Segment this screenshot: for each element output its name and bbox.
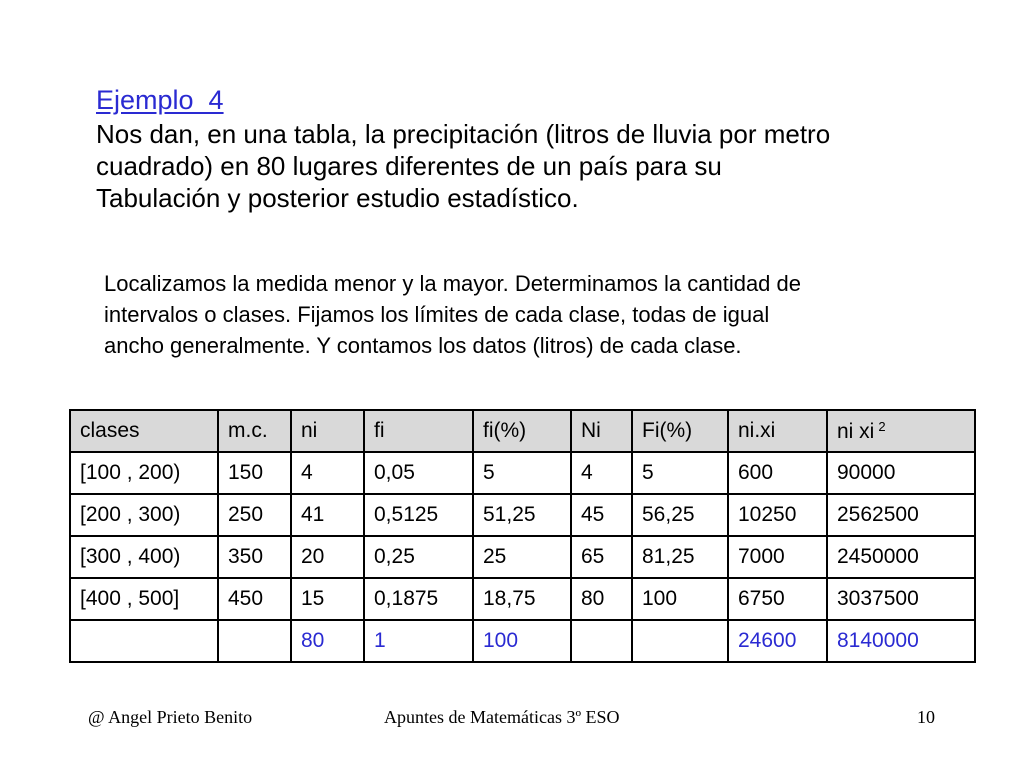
totals-cell: 24600	[728, 620, 827, 662]
header-fi-percent: fi(%)	[473, 410, 571, 452]
example-title: Ejemplo 4	[96, 85, 224, 115]
table-cell: 0,05	[364, 452, 473, 494]
totals-cell	[632, 620, 728, 662]
intro-line: Tabulación y posterior estudio estadístico.	[96, 183, 579, 213]
table-cell: 4	[571, 452, 632, 494]
table-cell: 5	[632, 452, 728, 494]
table-cell: 18,75	[473, 578, 571, 620]
table-header-row	[70, 410, 975, 452]
intro-line: Nos dan, en una tabla, la precipitación (litros de lluvia por metro	[96, 119, 831, 149]
header-ni: ni	[291, 410, 364, 452]
intro-paragraph	[96, 118, 926, 214]
table-cell: 250	[218, 494, 291, 536]
table-cell: 90000	[827, 452, 975, 494]
totals-cell	[571, 620, 632, 662]
description-paragraph	[104, 268, 934, 361]
footer-page-number: 10	[917, 707, 935, 727]
table-cell: 100	[632, 578, 728, 620]
table-cell: 15	[291, 578, 364, 620]
table-cell: 3037500	[827, 578, 975, 620]
table-cell: 5	[473, 452, 571, 494]
table-cell: 25	[473, 536, 571, 578]
table-cell: 0,25	[364, 536, 473, 578]
table-cell: 56,25	[632, 494, 728, 536]
header-ni-xi: ni.xi	[728, 410, 827, 452]
header-ni-xi-squared-label: ni xi	[837, 419, 875, 443]
description-line: Localizamos la medida menor y la mayor. Determinamos la cantidad de	[104, 271, 801, 296]
description-line: intervalos o clases. Fijamos los límites de cada clase, todas de igual	[104, 302, 770, 327]
table-cell: 10250	[728, 494, 827, 536]
table-row	[70, 452, 975, 494]
table-cell: 65	[571, 536, 632, 578]
table-cell: 41	[291, 494, 364, 536]
table-cell: 150	[218, 452, 291, 494]
totals-cell	[218, 620, 291, 662]
header-Ni: Ni	[571, 410, 632, 452]
table-cell: [100 , 200)	[70, 452, 218, 494]
table-cell: 45	[571, 494, 632, 536]
header-fi: fi	[364, 410, 473, 452]
table-cell: 0,1875	[364, 578, 473, 620]
footer-course: Apuntes de Matemáticas 3º ESO	[384, 707, 620, 727]
totals-cell: 100	[473, 620, 571, 662]
totals-cell: 8140000	[827, 620, 975, 662]
table-cell: 80	[571, 578, 632, 620]
totals-cell	[70, 620, 218, 662]
table-cell: 2562500	[827, 494, 975, 536]
header-Fi-percent: Fi(%)	[632, 410, 728, 452]
table-cell: 51,25	[473, 494, 571, 536]
table-cell: 20	[291, 536, 364, 578]
table-cell: [200 , 300)	[70, 494, 218, 536]
table-row	[70, 536, 975, 578]
frequency-table	[69, 409, 976, 663]
footer-author: @ Angel Prieto Benito	[88, 707, 253, 727]
table-cell: 2450000	[827, 536, 975, 578]
totals-row	[70, 620, 975, 662]
table-cell: 81,25	[632, 536, 728, 578]
table-cell: [400 , 500]	[70, 578, 218, 620]
intro-line: cuadrado) en 80 lugares diferentes de un país para su	[96, 151, 722, 181]
table-cell: 6750	[728, 578, 827, 620]
table-cell: [300 , 400)	[70, 536, 218, 578]
table-cell: 600	[728, 452, 827, 494]
header-ni-xi-squared	[827, 410, 975, 452]
header-marca-clase: m.c.	[218, 410, 291, 452]
superscript-two: 2	[878, 418, 886, 434]
table-cell: 7000	[728, 536, 827, 578]
totals-cell: 1	[364, 620, 473, 662]
table-cell: 450	[218, 578, 291, 620]
totals-cell: 80	[291, 620, 364, 662]
header-clases: clases	[70, 410, 218, 452]
table-cell: 4	[291, 452, 364, 494]
description-line: ancho generalmente. Y contamos los datos (litros) de cada clase.	[104, 333, 742, 358]
table-row	[70, 578, 975, 620]
table-cell: 0,5125	[364, 494, 473, 536]
table-row	[70, 494, 975, 536]
table-cell: 350	[218, 536, 291, 578]
